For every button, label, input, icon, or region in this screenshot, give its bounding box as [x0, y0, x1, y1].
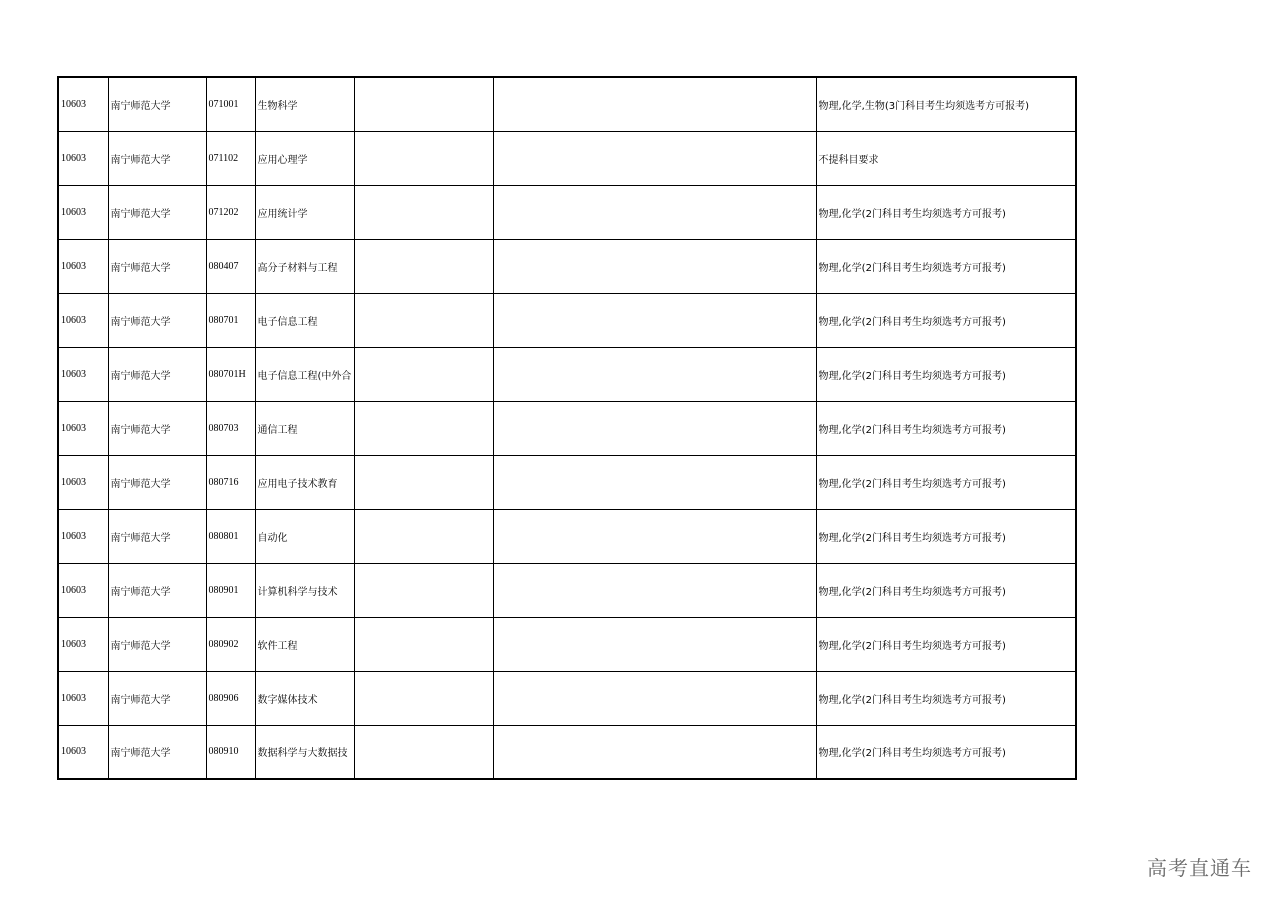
major-code-cell: 080902	[206, 617, 255, 671]
table-row	[58, 77, 1076, 131]
major-code-cell: 080906	[206, 671, 255, 725]
blank-cell	[493, 725, 816, 779]
blank-cell	[493, 617, 816, 671]
table-row	[58, 725, 1076, 779]
major-name-cell: 电子信息工程	[255, 293, 354, 347]
major-code-cell: 080407	[206, 239, 255, 293]
school-name-cell: 南宁师范大学	[108, 239, 206, 293]
blank-cell	[493, 509, 816, 563]
blank-cell	[354, 617, 493, 671]
school-code-cell: 10603	[58, 725, 108, 779]
major-code-cell: 080716	[206, 455, 255, 509]
school-code-cell: 10603	[58, 455, 108, 509]
school-code-cell: 10603	[58, 131, 108, 185]
school-name-cell: 南宁师范大学	[108, 131, 206, 185]
subject-requirement-cell: 物理,化学(2门科目考生均须选考方可报考)	[816, 563, 1076, 617]
subject-requirement-cell: 物理,化学(2门科目考生均须选考方可报考)	[816, 617, 1076, 671]
school-name-cell: 南宁师范大学	[108, 293, 206, 347]
major-code-cell: 080801	[206, 509, 255, 563]
blank-cell	[493, 131, 816, 185]
blank-cell	[354, 671, 493, 725]
table-row	[58, 401, 1076, 455]
blank-cell	[493, 77, 816, 131]
subject-requirement-cell: 物理,化学(2门科目考生均须选考方可报考)	[816, 671, 1076, 725]
major-code-cell: 071102	[206, 131, 255, 185]
blank-cell	[493, 185, 816, 239]
subject-requirement-cell: 物理,化学(2门科目考生均须选考方可报考)	[816, 401, 1076, 455]
major-name-cell: 高分子材料与工程	[255, 239, 354, 293]
table-row	[58, 347, 1076, 401]
school-code-cell: 10603	[58, 347, 108, 401]
table-row	[58, 131, 1076, 185]
school-name-cell: 南宁师范大学	[108, 455, 206, 509]
major-code-cell: 080901	[206, 563, 255, 617]
subject-requirement-cell: 物理,化学,生物(3门科目考生均须选考方可报考)	[816, 77, 1076, 131]
major-name-cell: 计算机科学与技术	[255, 563, 354, 617]
blank-cell	[493, 671, 816, 725]
major-name-cell: 电子信息工程(中外合	[255, 347, 354, 401]
blank-cell	[354, 185, 493, 239]
school-name-cell: 南宁师范大学	[108, 347, 206, 401]
blank-cell	[493, 401, 816, 455]
subject-requirement-cell: 物理,化学(2门科目考生均须选考方可报考)	[816, 347, 1076, 401]
blank-cell	[354, 347, 493, 401]
school-code-cell: 10603	[58, 509, 108, 563]
table-body	[58, 77, 1076, 779]
subject-requirement-cell: 物理,化学(2门科目考生均须选考方可报考)	[816, 725, 1076, 779]
subject-requirements-table	[57, 76, 1077, 780]
major-name-cell: 应用统计学	[255, 185, 354, 239]
major-name-cell: 数据科学与大数据技	[255, 725, 354, 779]
table-row	[58, 563, 1076, 617]
blank-cell	[354, 131, 493, 185]
subject-requirement-cell: 不提科目要求	[816, 131, 1076, 185]
major-code-cell: 080701	[206, 293, 255, 347]
table-row	[58, 455, 1076, 509]
table-row	[58, 239, 1076, 293]
blank-cell	[354, 455, 493, 509]
school-code-cell: 10603	[58, 401, 108, 455]
subject-requirement-cell: 物理,化学(2门科目考生均须选考方可报考)	[816, 293, 1076, 347]
school-code-cell: 10603	[58, 671, 108, 725]
school-name-cell: 南宁师范大学	[108, 671, 206, 725]
school-code-cell: 10603	[58, 617, 108, 671]
subject-requirement-cell: 物理,化学(2门科目考生均须选考方可报考)	[816, 239, 1076, 293]
table-row	[58, 617, 1076, 671]
blank-cell	[493, 455, 816, 509]
school-code-cell: 10603	[58, 77, 108, 131]
major-name-cell: 应用心理学	[255, 131, 354, 185]
subject-requirement-cell: 物理,化学(2门科目考生均须选考方可报考)	[816, 185, 1076, 239]
school-name-cell: 南宁师范大学	[108, 725, 206, 779]
blank-cell	[354, 401, 493, 455]
table-row	[58, 293, 1076, 347]
major-code-cell: 080910	[206, 725, 255, 779]
school-name-cell: 南宁师范大学	[108, 617, 206, 671]
school-name-cell: 南宁师范大学	[108, 77, 206, 131]
blank-cell	[354, 239, 493, 293]
major-code-cell: 080701H	[206, 347, 255, 401]
blank-cell	[354, 77, 493, 131]
blank-cell	[493, 563, 816, 617]
major-code-cell: 080703	[206, 401, 255, 455]
school-code-cell: 10603	[58, 563, 108, 617]
watermark-text: 高考直通车	[1147, 856, 1252, 880]
table-row	[58, 509, 1076, 563]
table-row	[58, 185, 1076, 239]
school-name-cell: 南宁师范大学	[108, 563, 206, 617]
table-row	[58, 671, 1076, 725]
subject-requirement-cell: 物理,化学(2门科目考生均须选考方可报考)	[816, 455, 1076, 509]
blank-cell	[354, 725, 493, 779]
major-name-cell: 自动化	[255, 509, 354, 563]
blank-cell	[493, 293, 816, 347]
major-name-cell: 通信工程	[255, 401, 354, 455]
major-name-cell: 应用电子技术教育	[255, 455, 354, 509]
blank-cell	[493, 347, 816, 401]
school-name-cell: 南宁师范大学	[108, 509, 206, 563]
major-name-cell: 生物科学	[255, 77, 354, 131]
major-name-cell: 数字媒体技术	[255, 671, 354, 725]
school-code-cell: 10603	[58, 185, 108, 239]
major-code-cell: 071202	[206, 185, 255, 239]
school-code-cell: 10603	[58, 239, 108, 293]
blank-cell	[493, 239, 816, 293]
blank-cell	[354, 563, 493, 617]
subject-requirement-cell: 物理,化学(2门科目考生均须选考方可报考)	[816, 509, 1076, 563]
school-name-cell: 南宁师范大学	[108, 401, 206, 455]
major-name-cell: 软件工程	[255, 617, 354, 671]
major-code-cell: 071001	[206, 77, 255, 131]
school-code-cell: 10603	[58, 293, 108, 347]
blank-cell	[354, 509, 493, 563]
blank-cell	[354, 293, 493, 347]
school-name-cell: 南宁师范大学	[108, 185, 206, 239]
